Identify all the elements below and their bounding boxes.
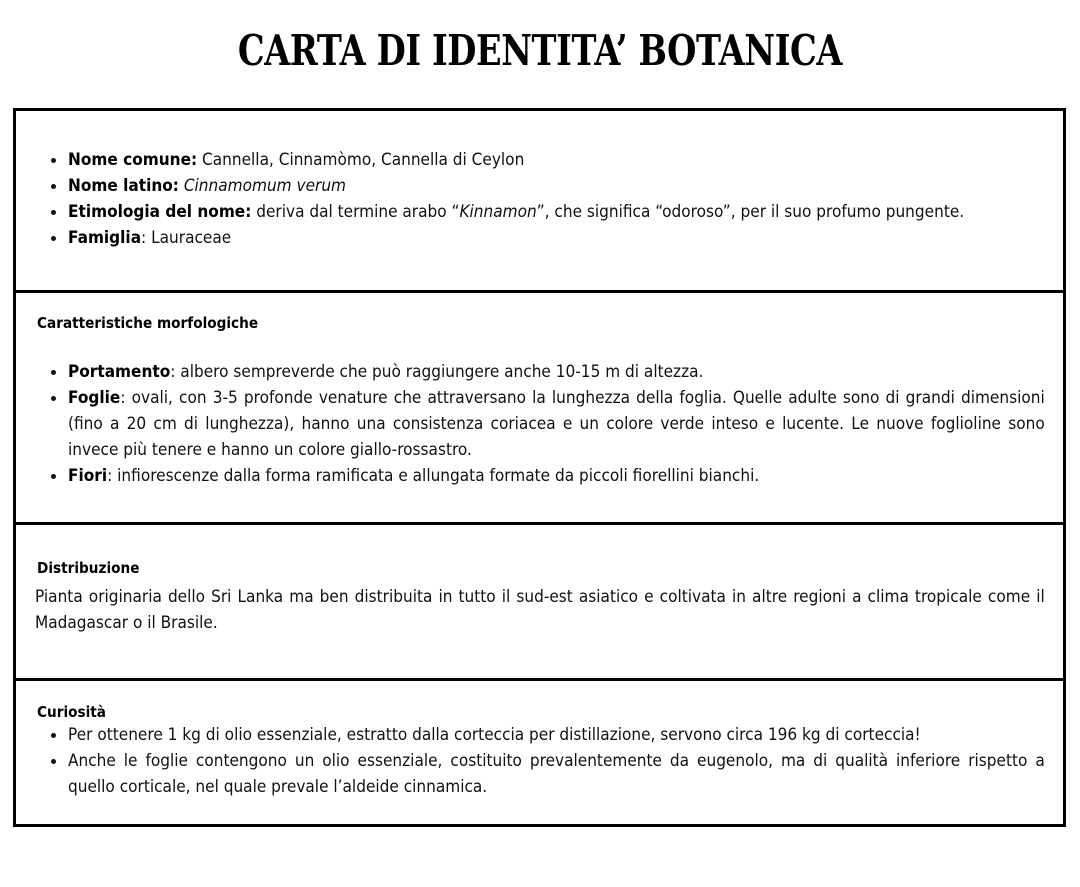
item-label: Foglie xyxy=(68,388,121,407)
distribution-text: Pianta originaria dello Sri Lanka ma ben distribuita in tutto il sud-est asiatico e coltivata in altre regioni a clima tropicale come il Madagascar o il Brasile. xyxy=(35,587,1045,632)
section-curiosita xyxy=(16,681,1063,824)
item-value: : albero sempreverde che può raggiungere anche 10-15 m di altezza. xyxy=(170,362,704,381)
list-item xyxy=(34,147,1045,173)
list-item xyxy=(34,722,1045,748)
list-item xyxy=(34,225,1045,251)
list-item xyxy=(34,385,1045,463)
item-value-post: ”, che significa “odoroso”, per il suo profumo pungente. xyxy=(536,202,965,221)
list-item xyxy=(34,359,1045,385)
distribution-paragraph xyxy=(34,584,1045,636)
item-value-italic: Cinnamomum verum xyxy=(183,176,347,195)
identification-list xyxy=(34,147,1045,251)
info-card-stack xyxy=(13,108,1066,827)
section-morfologia xyxy=(16,293,1063,525)
item-label: Nome comune: xyxy=(68,150,198,169)
item-value: Cannella, Cinnamòmo, Cannella di Ceylon xyxy=(197,150,525,169)
item-label: Etimologia del nome: xyxy=(68,202,252,221)
page-title: CARTA DI IDENTITA’ BOTANICA xyxy=(237,26,843,75)
item-label: Portamento xyxy=(68,362,171,381)
item-value-pre: deriva dal termine arabo “ xyxy=(251,202,460,221)
list-item xyxy=(34,199,1045,225)
list-item xyxy=(34,748,1045,800)
section-heading-curiosita: Curiosità xyxy=(37,703,107,721)
list-item xyxy=(34,463,1045,489)
item-label: Fiori xyxy=(68,466,108,485)
item-value: : infiorescenze dalla forma ramificata e allungata formate da piccoli fiorellini bianchi. xyxy=(107,466,760,485)
item-value: Anche le foglie contengono un olio essenziale, costituito prevalentemente da eugenolo, ma di qualità inferiore rispetto a quello corticale, nel quale prevale l’aldeide cinnamica. xyxy=(68,751,1045,796)
curiosity-list xyxy=(34,722,1045,800)
section-identificazione xyxy=(16,111,1063,293)
list-item xyxy=(34,173,1045,199)
section-heading-distribuzione: Distribuzione xyxy=(37,559,140,577)
item-value: : Lauraceae xyxy=(141,228,232,247)
section-heading-morfologia: Caratteristiche morfologiche xyxy=(37,314,259,332)
morphology-list xyxy=(34,359,1045,489)
item-value: Per ottenere 1 kg di olio essenziale, estratto dalla corteccia per distillazione, servono circa 196 kg di corteccia! xyxy=(68,725,921,744)
item-label: Nome latino: xyxy=(68,176,179,195)
item-label: Famiglia xyxy=(68,228,142,247)
section-distribuzione xyxy=(16,525,1063,681)
item-value: : ovali, con 3-5 profonde venature che attraversano la lunghezza della foglia. Quelle adulte sono di grandi dimensioni (fino a 20 cm di lunghezza), hanno una consistenza coriacea e un colore verde inteso e lucente. Le nuove foglioline sono invece più tenere e hanno un colore giallo-rossastro. xyxy=(68,388,1045,459)
item-value-italic: Kinnamon xyxy=(459,202,537,221)
